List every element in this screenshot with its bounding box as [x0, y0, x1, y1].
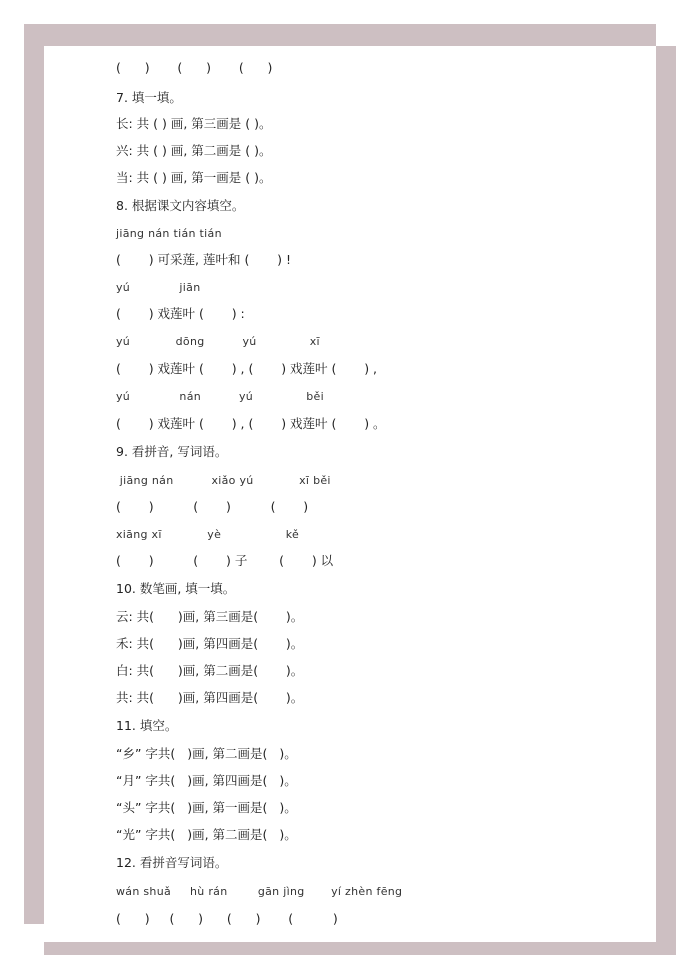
- answer-line: 长: 共 ( ) 画, 第三画是 ( )。: [116, 116, 272, 131]
- question-heading: 10. 数笔画, 填一填。: [116, 581, 236, 596]
- answer-line: 当: 共 ( ) 画, 第一画是 ( )。: [116, 170, 272, 185]
- answer-line: ( ) 戏莲叶 ( ) , ( ) 戏莲叶 ( ) 。: [116, 416, 386, 431]
- answer-line: 白: 共( )画, 第二画是( )。: [116, 663, 304, 678]
- pinyin-line: jiāng nán tián tián: [116, 227, 222, 240]
- question-heading: 9. 看拼音, 写词语。: [116, 444, 228, 459]
- answer-line: ( ) ( ) ( ) ( ): [116, 911, 338, 926]
- pinyin-line: jiāng nán xiǎo yú xī běi: [116, 474, 331, 487]
- answer-line: “光” 字共( )画, 第二画是( )。: [116, 827, 297, 842]
- answer-line: 禾: 共( )画, 第四画是( )。: [116, 636, 304, 651]
- question-heading: 7. 填一填。: [116, 90, 182, 105]
- pinyin-line: yú jiān: [116, 281, 201, 294]
- answer-line: “头” 字共( )画, 第一画是( )。: [116, 800, 297, 815]
- answer-line: ( ) 戏莲叶 ( ) , ( ) 戏莲叶 ( ) ,: [116, 361, 378, 376]
- answer-line: 兴: 共 ( ) 画, 第二画是 ( )。: [116, 143, 272, 158]
- answer-line: ( ) ( ) ( ): [116, 499, 309, 514]
- answer-line: “乡” 字共( )画, 第二画是( )。: [116, 746, 297, 761]
- question-heading: 8. 根据课文内容填空。: [116, 198, 245, 213]
- question-heading: 11. 填空。: [116, 718, 178, 733]
- answer-line: 云: 共( )画, 第三画是( )。: [116, 609, 304, 624]
- question-heading: 12. 看拼音写词语。: [116, 855, 228, 870]
- answer-line: ( ) 戏莲叶 ( ) :: [116, 306, 245, 321]
- answer-line: ( ) ( ) 子 ( ) 以: [116, 553, 334, 568]
- answer-line: 共: 共( )画, 第四画是( )。: [116, 690, 304, 705]
- answer-line: ( ) ( ) ( ): [116, 60, 273, 75]
- background-frame-right: [656, 46, 676, 942]
- pinyin-line: yú nán yú běi: [116, 390, 324, 403]
- answer-line: “月” 字共( )画, 第四画是( )。: [116, 773, 297, 788]
- pinyin-line: yú dōng yú xī: [116, 335, 320, 348]
- background-frame-bottom: [44, 942, 676, 955]
- pinyin-line: xiāng xī yè kě: [116, 528, 300, 541]
- pinyin-line: wán shuǎ hù rán gān jìng yí zhèn fēng: [116, 885, 403, 898]
- answer-line: ( ) 可采莲, 莲叶和 ( ) !: [116, 252, 292, 267]
